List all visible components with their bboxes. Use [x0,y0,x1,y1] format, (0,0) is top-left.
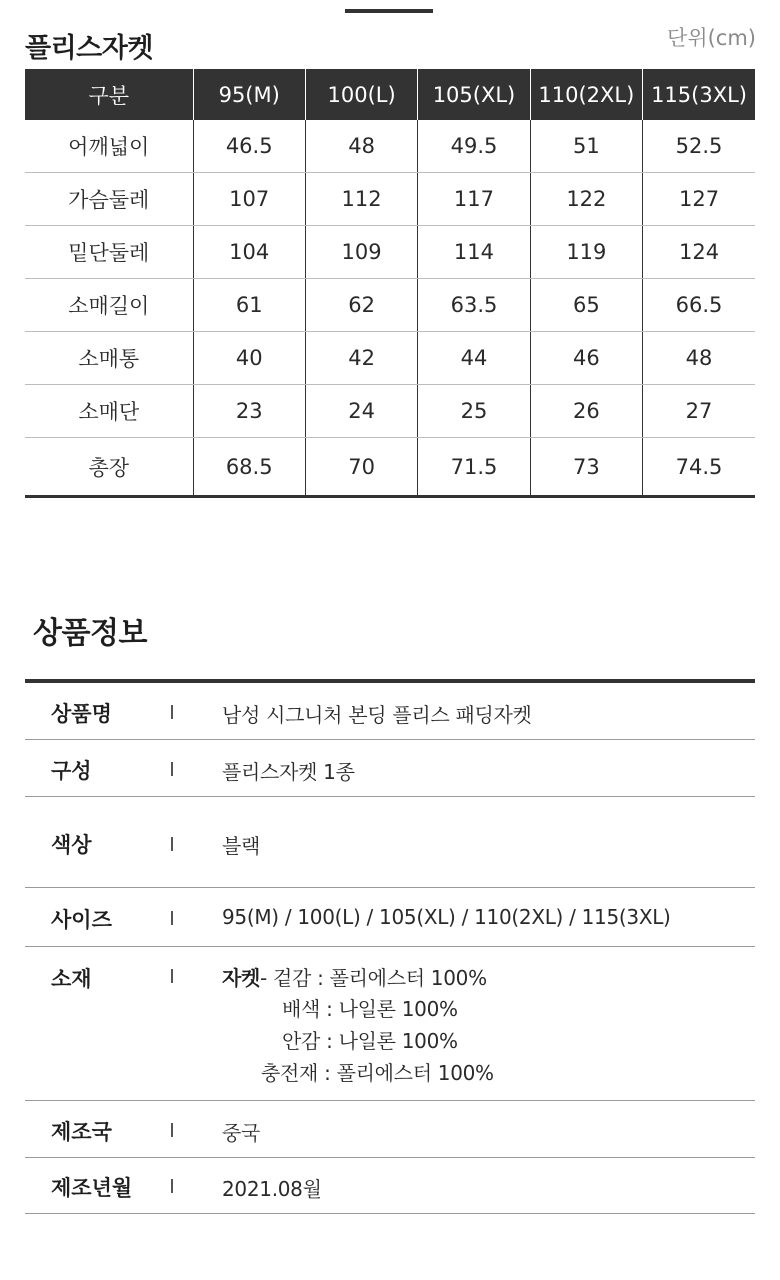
material-line: 충전재 : 폴리에스터 100% [261,1061,494,1085]
separator [171,705,173,719]
table-row [25,438,755,497]
table-cell: 51 [530,120,642,173]
header-size: 105(XL) [418,69,530,120]
info-value: 중국 [222,1121,261,1145]
material-part: 배색 [282,997,321,1021]
info-value: 95(M) / 100(L) / 105(XL) / 110(2XL) / 115(3XL) [222,905,671,929]
table-cell: 40 [193,332,305,385]
separator [171,837,173,851]
table-cell: 127 [643,173,755,226]
table-cell: 122 [530,173,642,226]
info-row-manufactured [25,1158,755,1214]
table-cell: 46 [530,332,642,385]
table-cell: 23 [193,385,305,438]
info-value: 2021.08월 [222,1177,322,1201]
separator [171,1179,173,1193]
info-label: 제조국 [51,1120,112,1144]
material-item: 자켓 [222,966,261,990]
row-label: 소매통 [25,332,193,385]
separator [171,911,173,925]
table-row [25,226,755,279]
row-label: 어깨넓이 [25,120,193,173]
table-cell: 107 [193,173,305,226]
table-cell: 48 [305,120,417,173]
table-cell: 44 [418,332,530,385]
table-row [25,279,755,332]
table-cell: 71.5 [418,438,530,497]
table-cell: 104 [193,226,305,279]
row-label: 소매길이 [25,279,193,332]
info-value: 블랙 [222,834,261,858]
material-line: 안감 : 나일론 100% [282,1029,458,1053]
table-cell: 124 [643,226,755,279]
material-value: 폴리에스터 100% [336,1061,494,1085]
table-cell: 119 [530,226,642,279]
table-cell: 68.5 [193,438,305,497]
row-label: 총장 [25,438,193,497]
table-cell: 117 [418,173,530,226]
table-cell: 114 [418,226,530,279]
material-line: 배색 : 나일론 100% [282,997,458,1021]
row-label: 가슴둘레 [25,173,193,226]
table-row [25,120,755,173]
info-row-material [25,947,755,1101]
info-row-color [25,797,755,888]
table-cell: 109 [305,226,417,279]
table-cell: 65 [530,279,642,332]
table-cell: 52.5 [643,120,755,173]
table-cell: 73 [530,438,642,497]
info-value: 플리스자켓 1종 [222,760,355,784]
table-cell: 74.5 [643,438,755,497]
table-cell: 46.5 [193,120,305,173]
table-cell: 112 [305,173,417,226]
product-info-table [25,679,755,1214]
material-value: 나일론 100% [338,1029,458,1053]
size-table [25,69,755,498]
table-cell: 27 [643,385,755,438]
size-table-header [25,69,755,120]
separator [171,1123,173,1137]
info-row-sizes [25,888,755,947]
material-part: 안감 [282,1029,321,1053]
info-row-composition [25,740,755,797]
header-size: 95(M) [193,69,305,120]
info-row-product-name [25,683,755,740]
info-value: 남성 시그니처 본딩 플리스 패딩자켓 [222,703,532,727]
table-cell: 61 [193,279,305,332]
separator [171,762,173,776]
header-size: 100(L) [305,69,417,120]
table-cell: 25 [418,385,530,438]
table-cell: 26 [530,385,642,438]
table-cell: 62 [305,279,417,332]
info-label: 사이즈 [51,908,112,932]
material-part: 충전재 [261,1061,319,1085]
material-line: 자켓- 겉감 : 폴리에스터 100% [222,966,487,990]
table-cell: 66.5 [643,279,755,332]
table-row [25,332,755,385]
info-label: 구성 [51,759,92,783]
table-cell: 49.5 [418,120,530,173]
table-row [25,173,755,226]
table-cell: 42 [305,332,417,385]
top-divider-bar [345,9,433,13]
table-cell: 48 [643,332,755,385]
unit-label: 단위(cm) [667,26,756,50]
material-value: 폴리에스터 100% [329,966,487,990]
material-value: 나일론 100% [338,997,458,1021]
info-row-origin [25,1101,755,1158]
table-cell: 24 [305,385,417,438]
material-part: 겉감 [273,966,312,990]
table-cell: 70 [305,438,417,497]
row-label: 밑단둘레 [25,226,193,279]
info-label: 상품명 [51,702,112,726]
info-label: 소재 [51,967,92,991]
header-category: 구분 [25,69,193,120]
info-section-title: 상품정보 [33,616,147,651]
separator [171,969,173,983]
table-cell: 63.5 [418,279,530,332]
info-label: 제조년월 [51,1176,133,1200]
header-size: 115(3XL) [643,69,755,120]
table-row [25,385,755,438]
info-label: 색상 [51,833,92,857]
row-label: 소매단 [25,385,193,438]
size-section-title: 플리스자켓 [25,33,153,64]
header-size: 110(2XL) [530,69,642,120]
